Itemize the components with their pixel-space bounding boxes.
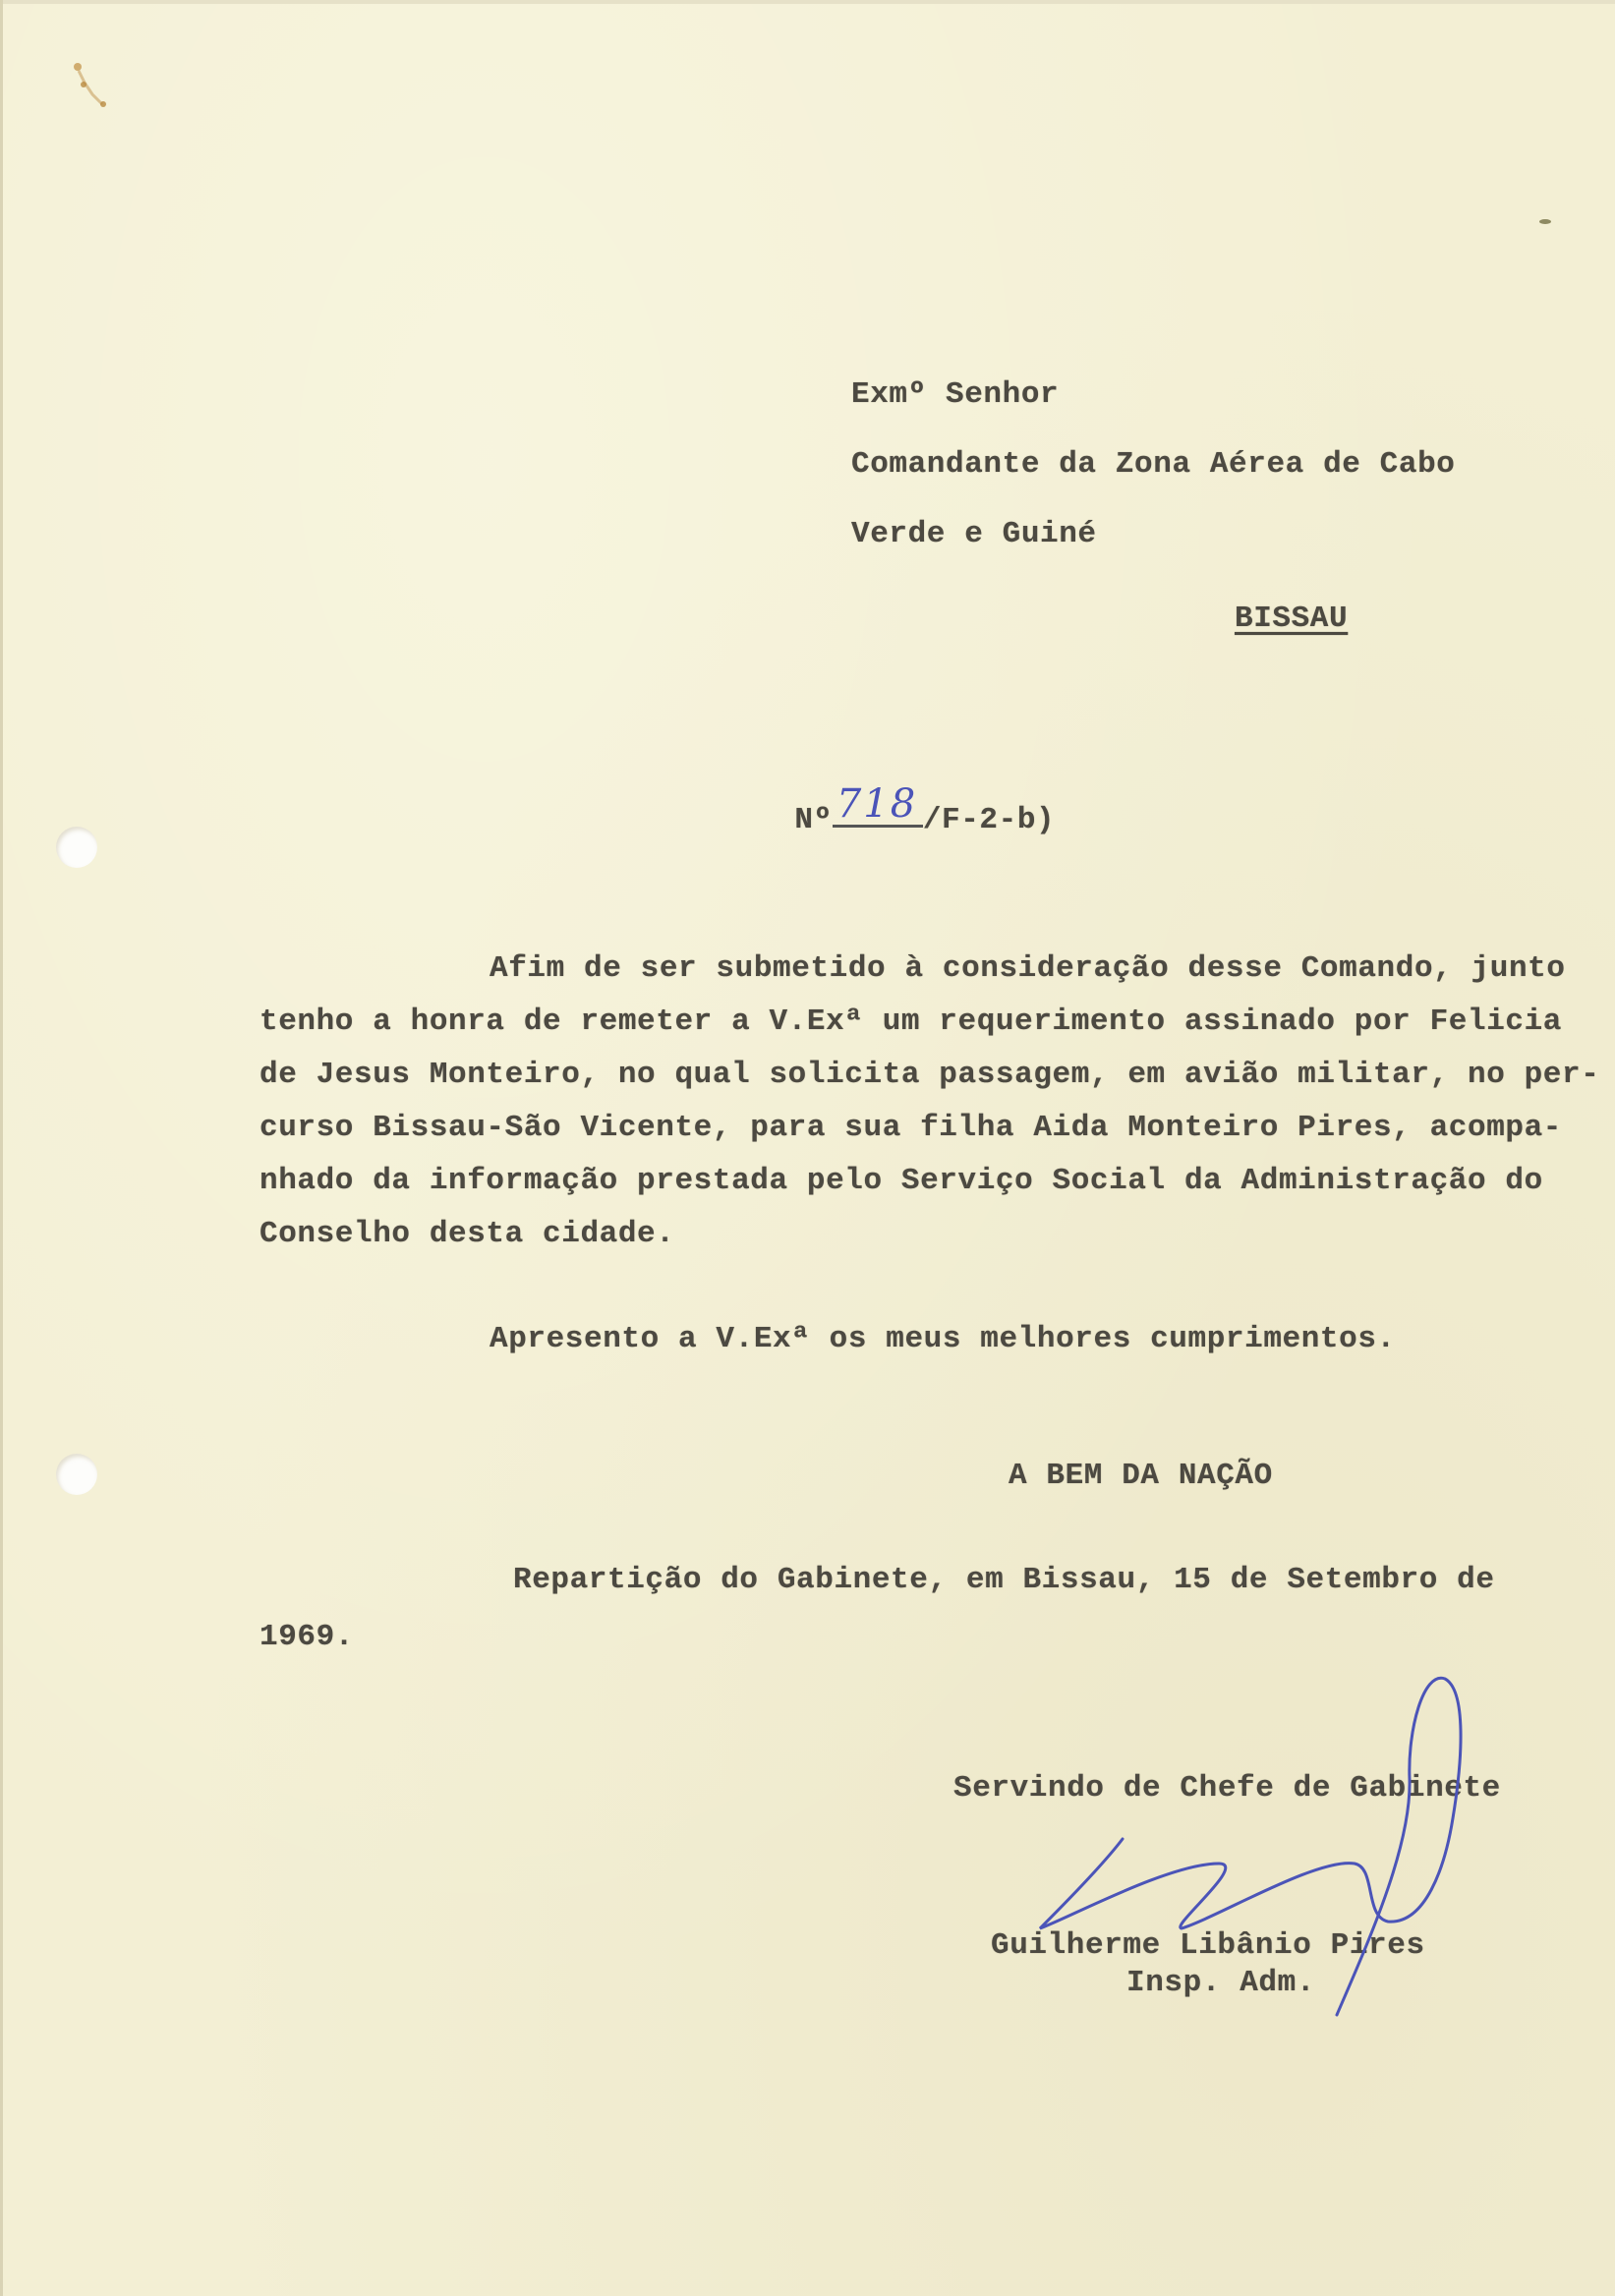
signature-role: Servindo de Chefe de Gabinete [953,1771,1501,1806]
body-paragraph-2: Apresento a V.Exª os meus melhores cumprimentos. [490,1322,1396,1356]
reference-number [757,761,1055,837]
addressee-salutation: Exmº Senhor [851,377,1060,412]
body-line-3: de Jesus Monteiro, no qual solicita passagem, em avião militar, no per- [260,1058,1600,1092]
body-line-6: Conselho desta cidade. [260,1217,675,1251]
punch-hole-lower [56,1454,97,1495]
place-date-line-2: 1969. [260,1620,355,1654]
body-line-5: nhado da informação prestada pelo Serviço Social da Administração do [260,1164,1543,1198]
ink-speck [1539,219,1551,224]
punch-hole-upper [56,827,97,868]
signature-title: Insp. Adm. [1126,1966,1316,2000]
place-date-line-1: Repartição do Gabinete, em Bissau, 15 de Setembro de [513,1563,1495,1597]
body-line-1: Afim de ser submetido à consideração desse Comando, junto [490,951,1566,986]
closing-motto: A BEM DA NAÇÃO [1009,1459,1273,1493]
signature-name: Guilherme Libânio Pires [991,1928,1425,1963]
paper-left-edge [0,0,3,2296]
handwritten-reference-number: 718 [836,781,918,827]
reference-blank [833,781,923,828]
paper-top-edge [0,0,1615,4]
body-line-4: curso Bissau-São Vicente, para sua filha Aida Monteiro Pires, acompa- [260,1111,1563,1145]
rust-stain-mark [67,57,116,116]
addressee-line-2: Verde e Guiné [851,517,1097,551]
reference-suffix: /F-2-b) [922,803,1056,837]
addressee-city: BISSAU [1235,602,1349,636]
addressee-line-1: Comandante da Zona Aérea de Cabo [851,447,1456,482]
reference-prefix: Nº [794,803,833,837]
body-line-2: tenho a honra de remeter a V.Exª um requerimento assinado por Felicia [260,1004,1563,1039]
